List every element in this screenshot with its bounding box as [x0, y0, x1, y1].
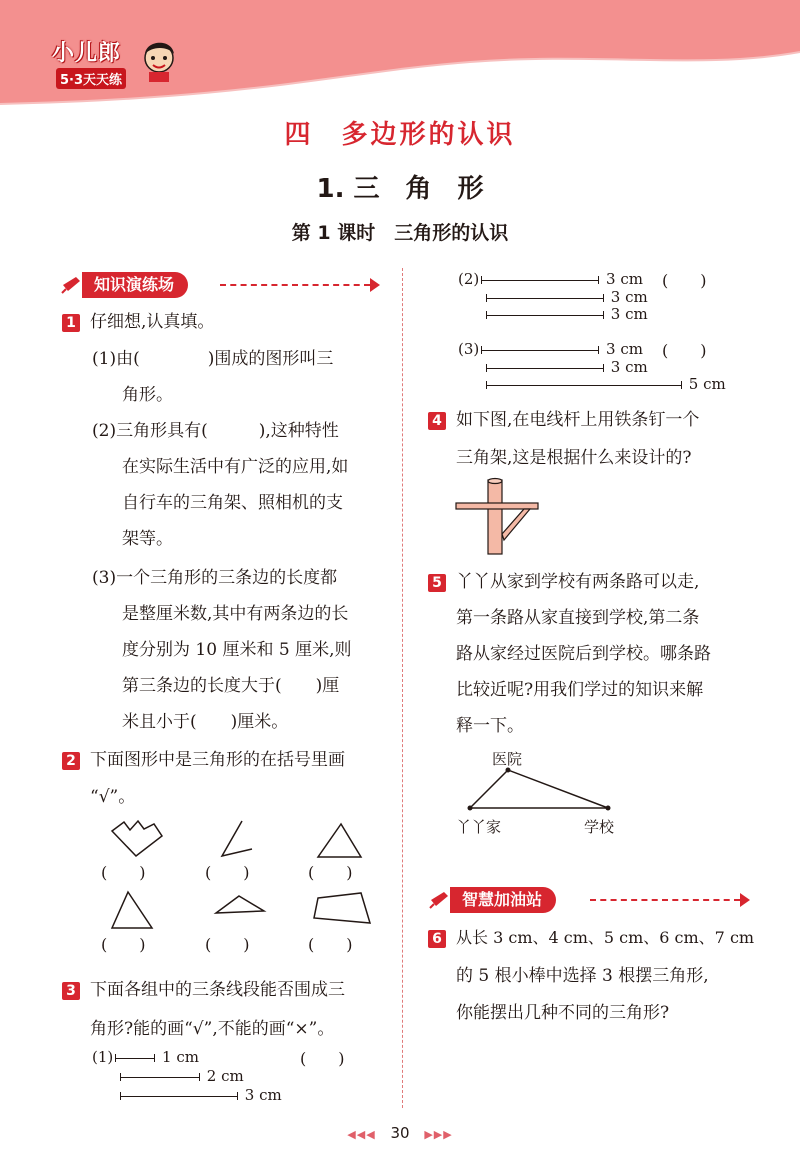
segment-length: 3 cm	[610, 305, 648, 323]
q5-line: 比较近呢?用我们学过的知识来解	[456, 680, 704, 700]
q6-line: 从长 3 cm、4 cm、5 cm、6 cm、7 cm	[456, 928, 755, 947]
group-label: (3)	[458, 340, 480, 358]
brand-series: 5·3天天练	[56, 68, 126, 89]
q1-line: 米且小于( )厘米。	[122, 712, 289, 732]
segment-length: 5 cm	[688, 375, 726, 393]
page-footer	[0, 1124, 800, 1142]
q1-line: (3)一个三角形的三条边的长度都	[92, 568, 338, 588]
answer-parens[interactable]: ( )	[300, 1049, 345, 1068]
segment-length: 3 cm	[610, 288, 648, 306]
q6-line: 你能摆出几种不同的三角形?	[456, 1003, 670, 1023]
map-point	[468, 806, 473, 811]
map-point	[606, 806, 611, 811]
question-number: 5	[428, 574, 446, 592]
group-label: (2)	[458, 270, 480, 288]
answer-parens[interactable]: ( )	[308, 863, 353, 882]
answer-parens[interactable]: ( )	[205, 863, 250, 882]
q5-line: 丫丫从家到学校有两条路可以走,	[456, 572, 700, 592]
q4-line: 三角架,这是根据什么来设计的?	[456, 448, 692, 468]
map-label-hospital: 医院	[492, 750, 523, 768]
question-number: 1	[62, 314, 80, 332]
challenge-banner	[428, 887, 758, 913]
answer-parens[interactable]: ( )	[308, 935, 353, 954]
q1-line: 在实际生活中有广泛的应用,如	[122, 457, 349, 477]
segment-length: 3 cm	[606, 270, 643, 288]
q5-line: 路从家经过医院后到学校。哪条路	[456, 644, 711, 664]
q1-line: 自行车的三角架、照相机的支	[122, 493, 343, 513]
question-number: 2	[62, 752, 80, 770]
chapter-number: 四	[284, 120, 314, 150]
q1-line: 第三条边的长度大于( )厘	[122, 676, 340, 696]
q1-line: 度分别为 10 厘米和 5 厘米,则	[122, 640, 352, 660]
map-label-school: 学校	[584, 818, 615, 836]
q1-line: 角形。	[122, 385, 173, 405]
answer-parens[interactable]: ( )	[205, 935, 250, 954]
answer-parens[interactable]: ( )	[101, 863, 146, 882]
q1-line: (1)由( )围成的图形叫三	[92, 349, 334, 369]
q5-line: 释一下。	[456, 716, 524, 736]
question-number: 4	[428, 412, 446, 430]
answer-parens[interactable]: ( )	[662, 341, 707, 360]
q2-line: “√”。	[90, 787, 136, 807]
banner-arrow	[740, 893, 750, 907]
segment-length: 1 cm	[162, 1048, 199, 1066]
q6-line: 的 5 根小棒中选择 3 根摆三角形,	[456, 966, 709, 986]
challenge-banner-label: 智慧加油站	[450, 887, 556, 913]
answer-parens[interactable]: ( )	[101, 935, 146, 954]
q1-line: 是整厘米数,其中有两条边的长	[122, 604, 349, 624]
map-label-home: 丫丫家	[456, 818, 502, 836]
q3-line: 角形?能的画“√”,不能的画“×”。	[90, 1019, 335, 1039]
segment-length: 3 cm	[606, 340, 643, 358]
q3-line: 下面各组中的三条线段能否围成三	[90, 980, 345, 1000]
segment-length: 2 cm	[206, 1067, 244, 1085]
question-number: 6	[428, 930, 446, 948]
group-label: (1)	[92, 1048, 114, 1066]
section-title: 1. 三 角 形	[316, 174, 484, 204]
brand-name: 小儿郎	[52, 41, 122, 66]
page-number: 30	[390, 1124, 410, 1142]
pencil-icon	[428, 888, 452, 912]
q2-line: 下面图形中是三角形的在括号里画	[90, 750, 345, 770]
banner-dash	[590, 899, 740, 901]
chapter-name: 多边形的认识	[341, 120, 516, 150]
segment-length: 3 cm	[244, 1086, 282, 1104]
answer-parens[interactable]: ( )	[662, 271, 707, 290]
q1-line: 架等。	[122, 529, 173, 549]
segment-length: 3 cm	[610, 358, 648, 376]
question-number: 3	[62, 982, 80, 1000]
q1-stem: 仔细想,认真填。	[90, 312, 215, 332]
footer-arrows-right: ▶▶▶	[424, 1128, 453, 1141]
q5-line: 第一条路从家直接到学校,第二条	[456, 608, 700, 628]
footer-arrows-left: ◀◀◀	[347, 1128, 376, 1141]
q4-line: 如下图,在电线杆上用铁条钉一个	[456, 410, 700, 430]
practice-banner-label: 知识演练场	[82, 272, 188, 298]
lesson-title: 第 1 课时 三角形的认识	[291, 222, 509, 244]
q1-line: (2)三角形具有( ),这种特性	[92, 421, 339, 441]
